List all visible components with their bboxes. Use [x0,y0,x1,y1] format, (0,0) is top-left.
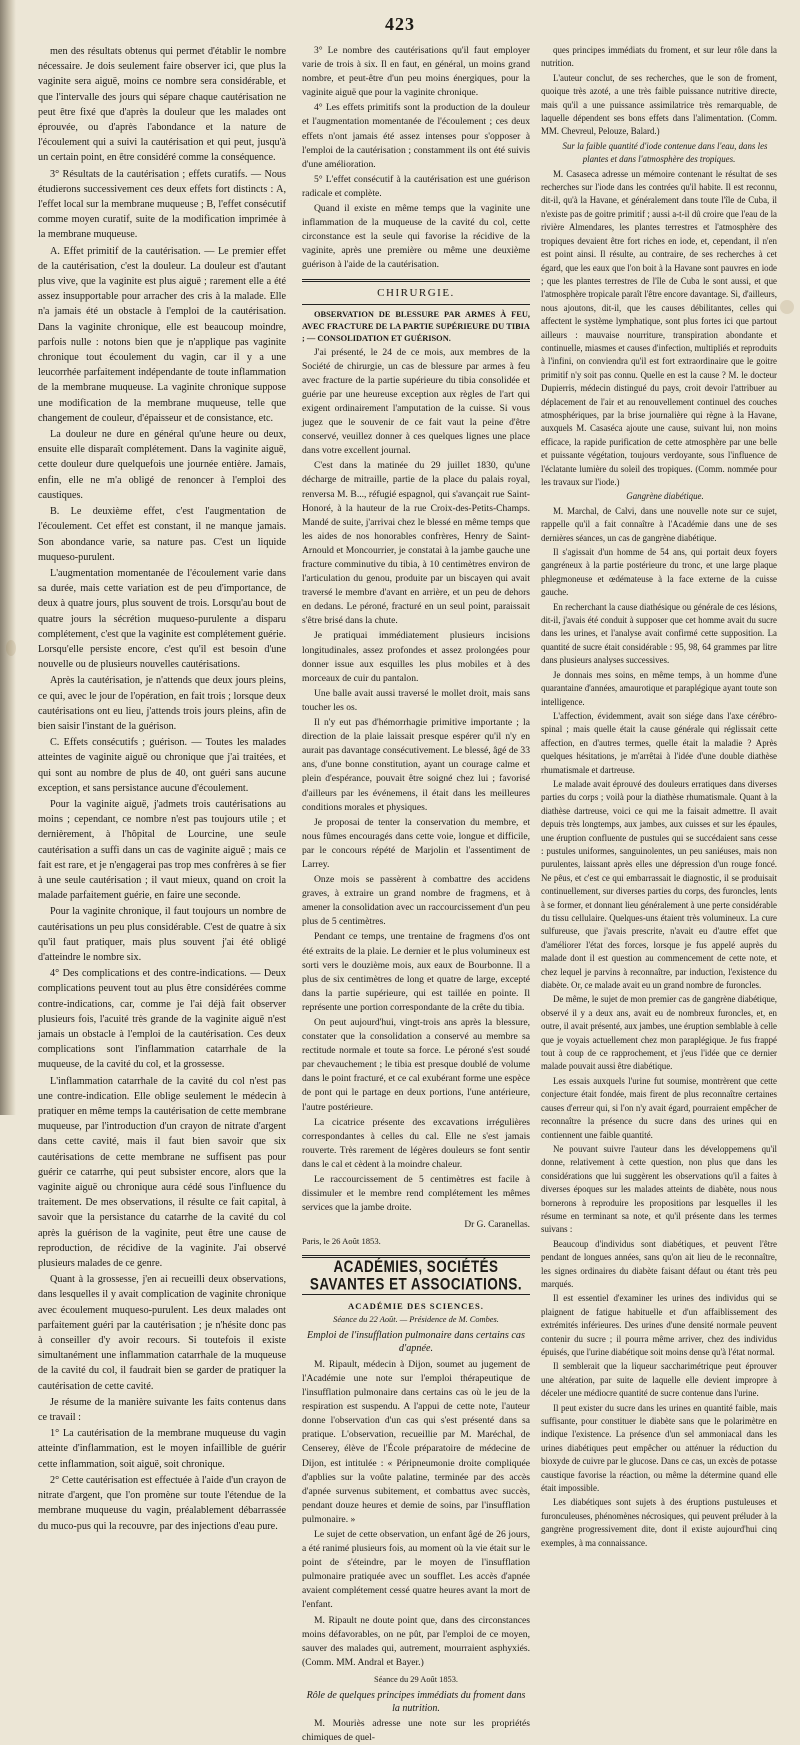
paragraph: En recherchant la cause diathésique ou générale de ces lésions, dit-il, j'avais été conduit à supposer que cet homme avait du sucre dans les urines, et l'analyse avait confirmé cette supposition. La quantité de sucre était considérable : 95, 98, 64 grammes par litre dans plusieurs analyses successives. [541,601,777,666]
paragraph: Pour la vaginite chronique, il faut toujours un nombre de cautérisations un peu plus considérable. C'est de quatre à six qu'il faut pratiquer, mais plus souvent j'ai été obligé d'atteindre le nombre six. [38,906,286,963]
paragraph: Il semblerait que la liqueur saccharimétrique peut éprouver une altération, par suite de laquelle elle devient impropre à déceler une médiocre quantité de sucre contenue dans l'urine. [541,1361,777,1399]
paragraph: M. Ripault, médecin à Dijon, soumet au jugement de l'Académie une note sur l'emploi thérapeutique de l'insufflation pulmonaire dans certains cas où le jeu de la respiration est suspendu. A l'appui de cette note, l'auteur donne l'observation d'un cas qui s'est présenté dans sa pratique. L'observation, recueillie par M. Maréchal, de Censerey, élève de l'École préparatoire de médecine de Dijon, est intitulée : « Péripneumonie droite compliquée d'apblies sur la voûte palatine, terminée par des accès d'apnée survenus subitement, et combattus avec succès, pendant douze heures et demie de soins, par l'insufflation pulmonaire. » [302,1358,530,1525]
paragraph: Le sujet de cette observation, un enfant âgé de 26 jours, a été ranimé plusieurs fois, au moment où la vie était sur le point de s'éteindre, par le moyen de l'insufflation pulmonaire pratiquée avec un soufflet. Les accès d'apnée avaient complétement cessé quatre heures avant la mort de l'enfant. [302,1529,530,1611]
paragraph: La douleur ne dure en général qu'une heure ou deux, ensuite elle disparaît complétement. Dans la vaginite aiguë, cette douleur dure quelquefois une journée entière. Jamais, enfin, elle ne m'a obligé de renoncer à l'emploi des caustiques. [38,429,286,501]
paragraph: Une balle avait aussi traversé le mollet droit, mais sans toucher les os. [302,687,530,713]
paragraph: M. Casaseca adresse un mémoire contenant le résultat de ses recherches sur l'iode dans les contrées qu'il habite. Il est reconnu, dit-il, qu'à la Havane, et généralement dans toute l'île de Cuba, il n'existe pas de goitre primitif ; aussi a-t-il dû croire que l'eau de la rivière Almendares, les plantes terrestres et l'atmosphère des tropiques devaient être fort riches en iode, et, cependant, il n'en est point ainsi. Il résulte, au contraire, de ses recherches à cet égard, que les eaux que l'on boit à la Havane sont pauvres en iode ; que les plantes terrestres de l'île de Cuba le sont aussi, et que l'atmosphère tropicale paraît l'être encore davantage. Si, d'ailleurs, nous ajoutons, dit-il, que les causes débilitantes, celles qui affectent le système lymphatique, sont plus fortes ici que partout ailleurs : mauvaise nourriture, transpiration abondante et continuelle, miasmes et causes d'infection, multipliés et reproduits à l'infini, on conviendra qu'il est fort extraordinaire que le goitre primitif n'y soit pas connu. Quelle en est la cause ? M. le docteur Dupierris, médecin distingué du pays, croit devoir l'attribuer au déplacement de l'air et au renouvellement continuel des couches atmosphériques, par la brise journalière qui règne à la Havane, auxquels M. Casaséca ajoute une cause, suivant lui, non moins efficace, la rapide purification de cette atmosphère par une belle et puissante végétation, toujours verdoyante, sous l'influence de l'éclatante lumière du soleil des tropiques. (Comm. nommée pour les travaux sur l'iode.) [541,168,777,487]
paragraph: M. Marchal, de Calvi, dans une nouvelle note sur ce sujet, rappelle qu'il a fait connaître à l'Académie dans une de ses dernières séances, un cas de gangrène diabétique. [541,505,777,543]
section-title-academies: ACADÉMIES, SOCIÉTÉS SAVANTES ET ASSOCIATIONS. [309,1256,523,1294]
report-title: Rôle de quelques principes immédiats du froment dans la nutrition. [306,1690,526,1715]
report-title: Sur la faible quantité d'iode contenue dans l'eau, dans les plantes et dans l'atmosphère des tropiques. [562,140,768,165]
paragraph: Les essais auxquels l'urine fut soumise, montrèrent que cette conjecture était fondée, mais firent de plus reconnaître certaines causes d'erreur qui, si l'on n'y avait égard, pourraient empêcher de reconnaître la présence du sucre dans des urines qui en contiennent une faible quantité. [541,1075,777,1140]
column-3 [541,44,777,1548]
paragraph: Pendant ce temps, une trentaine de fragmens d'os ont été extraits de la plaie. Le dernier et le plus volumineux est sorti vers le douzième mois, aux eaux de Bourbonne. Il a plus de six centimètres de long et quatre de large, excepté dans la partie supérieure, qui est taillée en pointe. Il représente une portion correspondante de la crête du tibia. [302,931,530,1013]
paragraph: 4° Des complications et des contre-indications. — Deux complications peuvent tout au plus être considérées comme contre-indications, car, comme je l'ai déjà fait observer plusieurs fois, l'acuité très grande de la vaginite aiguë n'est jamais un obstacle à l'emploi de la cautérisation. Ces deux complications sont l'inflammation catarrhale de la muqueuse, de la cavité du col, et la grossesse. [38,968,286,1071]
academy-name: ACADÉMIE DES SCIENCES. [348,1300,484,1311]
academies-body [302,1358,530,1670]
paragraph: La cicatrice présente des excavations irrégulières correspondantes à celles du cal. Elle ne s'est jamais rouverte. Très rarement de légères douleurs se font sentir dans le cal et cèdent à la moindre chaleur. [302,1116,530,1170]
paragraph: Quand il existe en même temps que la vaginite une inflammation de la muqueuse de la cavité du col, cette circonstance est la seule qui favorise la récidive de la vaginite, après une première ou même une deuxième guérison à l'aide de la cautérisation. [302,203,530,271]
paragraph: C'est dans la matinée du 29 juillet 1830, qu'une décharge de mitraille, partie de la place du palais royal, renversa M. B..., réfugié espagnol, qui s'avançait rue Saint-Honoré, à la hauteur de la rue Croix-des-Petits-Champs. Mandé de suite, j'arrivai chez le blessé en même temps que les aides de nos honorables confrères, Henry de Saint-Arnould et Moncourrier, je constatai à la jambe gauche une fracture comminutive du tibia, à 10 centimètres environ de l'articulation du genou, produite par un biscayen qui avait traversé le membre d'avant en arrière, et un peu de dehors en dedans. Le péroné, fracturé en un seul point, paraissait s'être brisé dans la chute. [302,460,530,627]
paragraph: Pour la vaginite aiguë, j'admets trois cautérisations au moins ; cependant, ce nombre n'est pas toujours utile ; et dernièrement, à l'hôpital de Lourcine, une seule cautérisation a suffi dans un cas de vaginite aiguë ; mais ce fait est rare, et je n'engagerai pas trop mes confrères à se fier à une seule cautérisation ; il vaut mieux, quand on croit la malade parfaitement guérie, en faire une seconde. [38,798,286,902]
paragraph: On peut aujourd'hui, vingt-trois ans après la blessure, constater que la consolidation a conservé au membre sa rectitude normale et toute sa force. Le péroné s'est soudé par chevauchement ; le tibia est presque doublé de volume dans le point fracturé, et ce cal exubérant forme une espèce de pont qui le partage en deux portions, l'une antérieure, l'autre postérieure. [302,1017,530,1113]
section-divider [302,304,530,305]
iodine-report [541,168,777,490]
paragraph: B. Le deuxième effet, c'est l'augmentation de l'écoulement. Cet effet est constant, il ne manque jamais. Son abondance varie, sa nature pas. C'est un liquide muqueso-purulent. [38,506,286,563]
paragraph: Onze mois se passèrent à combattre des accidens graves, à extraire un grand nombre de fragmens, et à amener la consolidation avec un raccourcissement d'un peu plus de 5 centimètres. [302,874,530,928]
paragraph: Il peut exister du sucre dans les urines en quantité faible, mais suffisante, pour constituer le diabète sans que le polarimètre en indique l'existence. La présence d'un sel ammoniacal dans les urines diabétiques peut empêcher ou atténuer la réduction du bioxyde de cuivre par le glucose. Dans ce cas, un excès de potasse caustique favorise la réaction, ou même la détermine quand elle était impossible. [541,1402,777,1494]
paragraph: Je donnais mes soins, en même temps, à un homme d'une quarantaine d'années, amaurotique et paraplégique ayant toute son intelligence. [541,669,777,707]
section-divider [302,279,530,282]
article-headline: OBSERVATION DE BLESSURE PAR ARMES À FEU, AVEC FRACTURE DE LA PARTIE SUPÉRIEURE DU TIBIA ; — CONSOLIDATION ET GUÉRISON. [302,309,530,343]
paragraph: Je résume de la manière suivante les faits contenus dans ce travail : [38,1396,286,1424]
paragraph: De même, le sujet de mon premier cas de gangrène diabétique, observé il y a deux ans, avait eu de nombreux furoncles, et, en outre, il avait présenté, aux jambes, une éruption semblable à celle que je voyais actuellement chez mon paraplégique. Je fus frappé tout à coup de ce rapprochement, et j'eus l'idée que ce dernier malade pouvait aussi être diabétique. [541,994,777,1072]
paragraph: Les diabétiques sont sujets à des éruptions pustuleuses et furonculeuses, phénomènes nécrosiques, qui peuvent préluder à la gangrène progressivement dite, dont il existe aujourd'hui cinq exemples, à ma connaissance. [541,1497,777,1548]
column-1 [38,44,286,1532]
paragraph: Je proposai de tenter la conservation du membre, et nous fûmes encouragés dans cette voie, longue et difficile, par le concours répété de Marjolin et l'assentiment de Larrey. [302,816,530,870]
article-dateline: Paris, le 26 Août 1853. [302,1236,381,1247]
column-3-intro [541,44,777,139]
paragraph: Il n'y eut pas d'hémorrhagie primitive importante ; la direction de la plaie laissait presque espérer qu'il n'y en aurait pas davantage consécutivement. Le blessé, âgé de 33 ans, d'une bonne constitution, ayant un courage calme et plein d'espérance, pouvait être soigné chez lui ; favorisé d'ailleurs par les événemens, il était dans les meilleures conditions morales et physiques. [302,717,530,813]
page-number: 423 [385,14,415,34]
paper-stain [780,300,794,314]
paragraph: Je pratiquai immédiatement plusieurs incisions longitudinales, assez profondes et assez prolongées pour donner issue aux esquilles les plus mobiles et à des morceaux de cuir du pantalon. [302,630,530,684]
author-signature: Dr G. Caranellas. [464,1220,530,1231]
paragraph: Il est essentiel d'examiner les urines des individus qui se plaignent de fatigue habituelle et d'un affaiblissement des extrémités inférieures. Des urines d'une densité normale peuvent contenir du sucre ; il pourra même arriver, chez des individus épuisés, que l'urine diabétique soit moins dense qu'à l'état normal. [541,1293,777,1357]
paragraph: 3° Résultats de la cautérisation ; effets curatifs. — Nous étudierons successivement ces deux effets fort distincts : A, l'effet local sur la membrane muqueuse ; B, l'effet consécutif comme moyen curatif, suite de la modification imprimée à la membrane muqueuse. [38,168,286,241]
paragraph: L'augmentation momentanée de l'écoulement varie dans sa durée, mais cette variation est de peu d'importance, de deux à quatre jours, plus souvent de trois. Lorsqu'au bout de quatre jours la sécrétion muqueso-purulente a disparu complétement, c'est que la vaginite est complétement guérie. Lorsqu'elle persiste encore, c'est qu'il est besoin d'une nouvelle ou de plusieurs nouvelles cautérisations. [38,567,286,671]
session-line: Séance du 22 Août. — Présidence de M. Combes. [333,1314,499,1324]
paragraph: men des résultats obtenus qui permet d'établir le nombre nécessaire. Je dois seulement faire observer ici, que plus la vaginite sera aiguë, moins ce nombre sera considérable, et que l'intervalle des jours qui sépare chaque cautérisation ne peut être fixé que d'après la douleur que les malades ont éprouvée, ou d'après l'abondance et la nature de l'écoulement qui a suivi la cautérisation et qui peut, jusqu'à un certain point, en être considéré comme la conséquence. [38,46,286,164]
gangrene-report [541,505,777,1550]
paragraph: Le malade avait éprouvé des douleurs erratiques dans diverses parties du corps ; voilà pour la diathèse rhumatismale. Quant à la diathèse dartreuse, voici ce qui me la faisait admettre. Il avait depuis très longtemps, aux jambes, aux cuisses et sur les épaules, une éruption confluente de pustules qui se succédaient sans cesse : pustules uniformes, sanguinolentes, un peu saniéuses, mais non purulentes, laissant après elles une dépression d'un rouge foncé. Ne pêus, et c'est ce qui embarrassait le diagnostic, il se produisait continuellement, sur diverses parties du corps, des furoncles, lents à se former, et donnant lieu généralement à une perte considérable du tissu cellulaire. Quelques-uns étaient très volumineux. La cure sulfureuse, que j'avais prescrite, n'avait eu d'autre effet que d'améliorer l'état des forces, lorsque je fus appelé auprès du malade dont il est question au commencement de cette note, et chez lequel je parvins à reconnaître, par induction, l'existence du diabète. Or, ce malade avait eu un grand nombre de furoncles. [541,778,777,991]
report-title: Emploi de l'insufflation pulmonaire dans certains cas d'apnée. [307,1329,525,1354]
paragraph: Après la cautérisation, je n'attends que deux jours pleins, ce qui, avec le jour de l'opération, en fait trois ; lorsque deux cautérisations ont eu lieu, j'attends trois jours pleins, afin de bien saisir l'instant de la guérison. [38,675,286,732]
paragraph: C. Effets consécutifs ; guérison. — Toutes les malades atteintes de vaginite aiguë ou chronique que j'ai traitées, et qui sont au nombre de plus de 40, ont guéri sans aucune exception, et sans persistance aucune d'écoulement. [38,737,286,794]
paragraph: Le raccourcissement de 5 centimètres est facile à dissimuler et le membre rend complétement les mêmes services que la jambe droite. [302,1174,530,1214]
paragraph: M. Ripault ne doute point que, dans des circonstances moins défavorables, on ne pût, par l'emploi de ce moyen, sauver des malades qui, autrement, mourraient asphyxiés. (Comm. MM. Andral et Bayer.) [302,1614,530,1668]
paragraph: Beaucoup d'individus sont diabétiques, et peuvent l'être pendant de longues années, sans qu'on ait lieu de le reconnaître, les signes ordinaires du diabète faisant défaut ou étant très peu marqués. [541,1238,777,1289]
paragraph: Quant à la grossesse, j'en ai recueilli deux observations, dans lesquelles il y avait complication de vaginite chronique avec écoulement muqueso-purulent. Les deux malades ont parfaitement guéri par la cautérisation ; je n'hésite donc pas à conseiller d'y avoir recours. Si toutefois il existe simultanément une inflammation catarrhale de la muqueuse de la cavité du col, il faudrait bien se garder de pratiquer la cautérisation de cette cavité. [38,1274,286,1392]
paragraph: Ne pouvant suivre l'auteur dans les développemens qu'il donne, relativement à cette question, non plus que dans les considérations que lui suggèrent les observations qu'il a faites à diverses époques sur les malades atteints de diabète, nous nous bornerons à reproduire les propositions par lesquelles il les résume en terminant sa note, et qu'il présente dans les termes suivans : [541,1143,777,1235]
paragraph: A. Effet primitif de la cautérisation. — Le premier effet de la cautérisation, c'est la douleur. La douleur est d'autant plus vive, que la vaginite est plus aiguë ; rarement elle a été assez insupportable pour arracher des cris à la malade. Elle n'a jamais été un obstacle à l'emploi de la cautérisation. Dans la vaginite chronique, elle est beaucoup moindre, parfois nulle : notons bien que je n'applique pas vaginite chronique tout écoulement du vagin, car il y a une leucorrhée parfaitement indépendante de toute inflammation de la membrane muqueuse. La vaginite chronique suppose une modification de la membrane muqueuse, telle que changement de couleur, d'épaisseur et de consistance, etc. [38,245,286,424]
column-2 [302,44,530,1744]
paper-stain [6,640,16,656]
session-line: Séance du 29 Août 1853. [374,1674,458,1684]
paragraph: 1° La cautérisation de la membrane muqueuse du vagin atteinte d'inflammation, est le moyen infaillible de guérir cette inflammation, soit aiguë, soit chronique. [38,1428,286,1470]
paragraph: Il s'agissait d'un homme de 54 ans, qui portait deux foyers gangréneux à la partie postérieure du tronc, et une large plaque phlegmoneuse et œdémateuse à la face externe de la cuisse gauche. [541,547,777,598]
paragraph: L'auteur conclut, de ses recherches, que le son de froment, quoique très azoté, a une très faible puissance nutritive directe, mais qu'il a une puissance assimilatrice très remarquable, de laquelle dépendent ses bons effets dans l'alimentation. (Comm. MM. Chevreul, Pelouze, Balard.) [541,72,777,137]
paragraph: 3° Le nombre des cautérisations qu'il faut employer varie de trois à six. Il en faut, en général, un moins grand nombre, et peut-être d'un peu moins énergiques, pour la vaginite aiguë que pour la vaginite chronique. [302,45,530,99]
paragraph: M. Mouriès adresse une note sur les propriétés chimiques de quel- [302,1718,530,1744]
paragraph: ques principes immédiats du froment, et sur leur rôle dans la nutrition. [541,45,777,69]
section-divider [302,1294,530,1295]
report-title: Gangrène diabétique. [626,491,704,502]
paragraph: J'ai présenté, le 24 de ce mois, aux membres de la Société de chirurgie, un cas de blessure par armes à feu avec fracture de la partie supérieure du tibia consolidée et guérie par une heureuse exception aux règles de l'art qui exigent ordinairement l'amputation de la cuisse. Si vous jugez que le souvenir de ce fait vaut la peine d'être conservé, veuillez donner à ces quelques lignes une place dans votre excellent journal. [302,346,530,457]
paragraph: 4° Les effets primitifs sont la production de la douleur et l'augmentation momentanée de l'écoulement ; ces deux effets n'ont jamais été assez intenses pour s'opposer à l'emploi de la cautérisation ; constamment ils ont été suivis d'une amélioration. [302,102,530,170]
chirurgie-body [302,346,530,1216]
paragraph: L'affection, évidemment, avait son siége dans l'axe cérébro-spinal ; mais quelle était la cause générale qui réglissait cette affection, en d'autres termes, quelle était la maladie ? Après quelques hésitations, je m'arrêtai à l'idée d'une double diathèse rhumatismale et dartreuse. [541,710,777,775]
paragraph: L'inflammation catarrhale de la cavité du col n'est pas une contre-indication. Elle oblige seulement le médecin à pratiquer en même temps la cautérisation de cette membrane muqueuse, par l'introduction d'un crayon de nitrate d'argent dans cette cavité, mais il faut bien savoir que six cautérisations de cette membrane ne suffisent pas pour guérir ce catarrhe, qui peut subsister encore, alors que la vaginite aiguë ou chronique aura cédé sous l'influence du traitement. De mes observations, il résulte ce fait capital, à savoir que la persistance du catarrhe de la cavité du col après la guérison de la vaginite, peut être une cause de reproduction, de récidive de la vaginite. J'ai observé plusieurs malades de ce genre. [38,1075,286,1270]
paragraph: 5° L'effet consécutif à la cautérisation est une guérison radicale et complète. [302,173,530,199]
section-title-chirurgie: CHIRURGIE. [377,286,455,299]
paragraph: 2° Cette cautérisation est effectuée à l'aide d'un crayon de nitrate d'argent, que l'on promène sur toute l'étendue de la membrane muqueuse du vagin, préalablement débarrassée du muco-pus qui la recouvre, par des injections d'eau pure. [38,1474,286,1532]
article-conclusion [302,44,530,273]
binding-edge [0,0,16,1115]
